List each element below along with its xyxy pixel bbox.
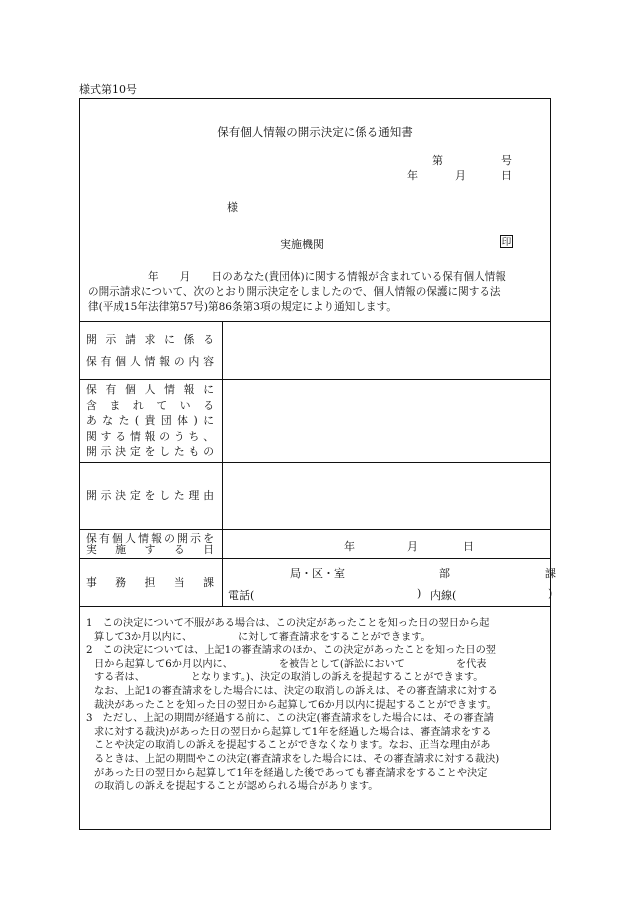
notes-section <box>86 617 546 794</box>
label-disclosed-info <box>80 380 223 463</box>
label-line: あなた(貴団体)に <box>86 414 214 428</box>
phone-open: 電話( <box>228 589 255 602</box>
note-line: ことや決定の取消しの訴えを提起することができなくなります。なお、正当な理由があ <box>94 740 491 752</box>
office-bureau: 局・区・室 <box>290 567 345 580</box>
label-office <box>80 559 223 607</box>
label-line: 開示決定をしたもの <box>86 445 214 459</box>
label-line: 保有個人情報に <box>86 383 214 397</box>
date-month: 月 <box>455 169 466 182</box>
row-request-info <box>80 322 550 380</box>
note-line: るときは、上記の期間やこの決定(審査請求をした場合には、その審査請求に対する裁決) <box>94 753 500 765</box>
label-line: 開示請求に係る <box>86 332 214 346</box>
value-disclosed-info[interactable] <box>223 380 551 463</box>
extension-close: ) <box>548 587 553 600</box>
disclosure-month: 月 <box>407 540 418 553</box>
label-line: 保有個人情報の内容 <box>86 354 214 368</box>
note-line: する者は、 となります。)、決定の取消しの訴えを提起することができます。 <box>94 672 484 684</box>
label-disclosure-date <box>80 530 223 559</box>
note-line: 3 ただし、上記の期間が経過する前に、この決定(審査請求をした場合には、その審査請 <box>86 713 494 725</box>
doc-number-go: 号 <box>501 154 512 167</box>
office-section: 課 <box>545 567 556 580</box>
value-office[interactable] <box>223 559 556 607</box>
note-line: の取消しの訴えを提起することが認められる場合があります。 <box>94 781 379 793</box>
phone-close: ) <box>417 587 422 600</box>
agency-label: 実施機関 <box>280 238 324 251</box>
note-line: 1 この決定について不服がある場合は、この決定があったことを知った日の翌日から起 <box>86 618 490 629</box>
note-line: 算して3か月以内に、 に対して審査請求をすることができます。 <box>94 631 431 643</box>
disclosure-day: 日 <box>463 540 474 553</box>
notice-form <box>79 98 556 830</box>
form-number: 様式第10号 <box>79 83 137 96</box>
disclosure-year: 年 <box>344 540 355 553</box>
label-line: 含まれている <box>86 398 214 412</box>
value-request-info[interactable] <box>223 322 551 380</box>
extension-open: 内線( <box>430 589 457 602</box>
details-table <box>80 321 556 607</box>
doc-number-dai: 第 <box>432 154 443 167</box>
note-line: 2 この決定については、上記1の審査請求のほか、この決定があったことを知った日の翌 <box>86 645 496 657</box>
office-dept: 部 <box>439 567 450 580</box>
label-line: 実施する日 <box>86 543 214 556</box>
label-request-info <box>80 322 223 380</box>
row-office <box>80 559 550 607</box>
value-reason[interactable] <box>223 463 551 530</box>
note-line: があった日の翌日から起算して1年を経過した後であっても審査請求をすることや決定 <box>94 767 488 779</box>
notes-divider <box>80 606 550 607</box>
label-reason <box>80 463 223 530</box>
label-line: 保有個人情報の開示を <box>86 532 214 545</box>
row-disclosed-info <box>80 380 550 463</box>
document-title: 保有個人情報の開示決定に係る通知書 <box>217 125 413 139</box>
note-line: なお、上記1の審査請求をした場合には、決定の取消しの訴えは、その審査請求に対する <box>94 685 498 697</box>
intro-paragraph <box>88 270 544 315</box>
addressee-suffix: 様 <box>227 201 238 214</box>
value-disclosure-date[interactable] <box>223 530 551 559</box>
label-line: 事務担当課 <box>86 576 214 589</box>
row-reason <box>80 463 550 530</box>
note-line: 求に対する裁決)があった日の翌日から起算して1年を経過した場合は、審査請求をする <box>94 726 492 738</box>
intro-line: の開示請求について、次のとおり開示決定をしましたので、個人情報の保護に関する法 <box>88 286 501 298</box>
row-disclosure-date <box>80 530 550 559</box>
seal-mark: 印 <box>501 237 512 248</box>
label-line: 関する情報のうち、 <box>86 429 214 443</box>
intro-line: 律(平成15年法律第57号)第86条第3項の規定により通知します。 <box>88 301 397 313</box>
date-year: 年 <box>407 169 418 182</box>
note-line: 裁決があったことを知った日の翌日から起算して6か月以内に提起することができます。 <box>94 699 497 711</box>
label-line: 開示決定をした理由 <box>86 489 214 503</box>
note-line: 日から起算して6か月以内に、 を被告として(訴訟において を代表 <box>94 658 487 670</box>
date-day: 日 <box>501 169 512 182</box>
intro-line: 年 月 日のあなた(貴団体)に関する情報が含まれている保有個人情報 <box>148 271 506 283</box>
